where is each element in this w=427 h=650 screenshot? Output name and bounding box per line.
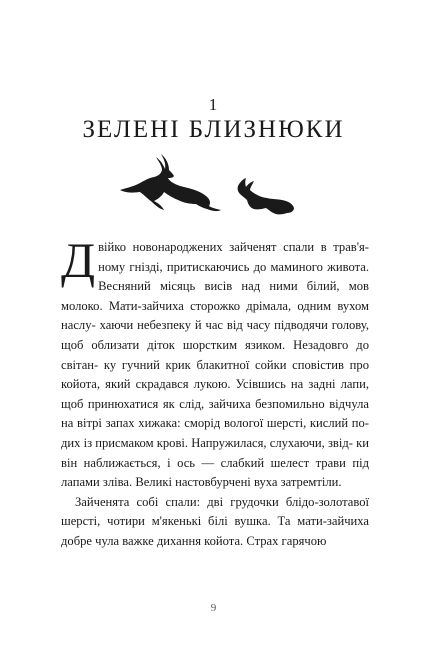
hares-illustration — [0, 150, 427, 225]
drop-cap: Д — [61, 232, 96, 288]
leaping-hare-icon — [238, 178, 294, 214]
text-line: облизати діток шорстким язиком. Незадовго до світан- — [61, 337, 370, 372]
text-line: війко новонароджених зайченят спали в трав'я- — [98, 240, 369, 254]
paragraph-1 — [61, 232, 370, 493]
text-line: ки він наближається, і ось — слабкий шелест трави під — [61, 435, 369, 470]
leaping-hare-icon — [120, 154, 221, 211]
paragraph-2 — [61, 493, 369, 552]
chapter-title: ЗЕЛЕНІ БЛИЗНЮКИ — [82, 116, 345, 143]
text-line: ку гучний крик блакитної сойки сповістив про койота, — [61, 357, 370, 392]
text-line: лапами зліва. Великі настовбурчені вуха затремтіли. — [61, 475, 342, 490]
text-line: ному гнізді, притискаючись до маминого живота. — [98, 259, 369, 274]
text-line: хаючи небезпеку й час від часу підводячи голову, щоб — [61, 318, 369, 352]
text-line: вітрі запах хижака: сморід вологої шерсті, кислий по- — [77, 416, 369, 431]
page-number: 9 — [210, 602, 217, 614]
chapter-number: 1 — [208, 95, 219, 114]
text-line: Зайченята собі спали: дві грудочки блідо-золотавої — [75, 494, 369, 509]
text-line: дих із присмаком крові. Напружилася, слухаючи, звід- — [61, 435, 353, 450]
text-line: який скрадався лукою. Усівшись на задні лапи, щоб — [61, 377, 369, 411]
body-text — [61, 232, 370, 552]
text-line: Мати-зайчиха сторожко дрімала, одним вухом наслу- — [61, 298, 369, 333]
text-line: шерсті, чотири м'якенькі білі вушка. Та мати-зайчиха — [61, 514, 369, 529]
text-line: Весняний місяць висів над ними білий, мов молоко. — [61, 279, 369, 313]
text-line: добре чула важке дихання койота. Страх гарячою — [61, 533, 327, 548]
text-line: принюхатися як слід, зайчиха безпомильно відчула на — [61, 396, 369, 431]
